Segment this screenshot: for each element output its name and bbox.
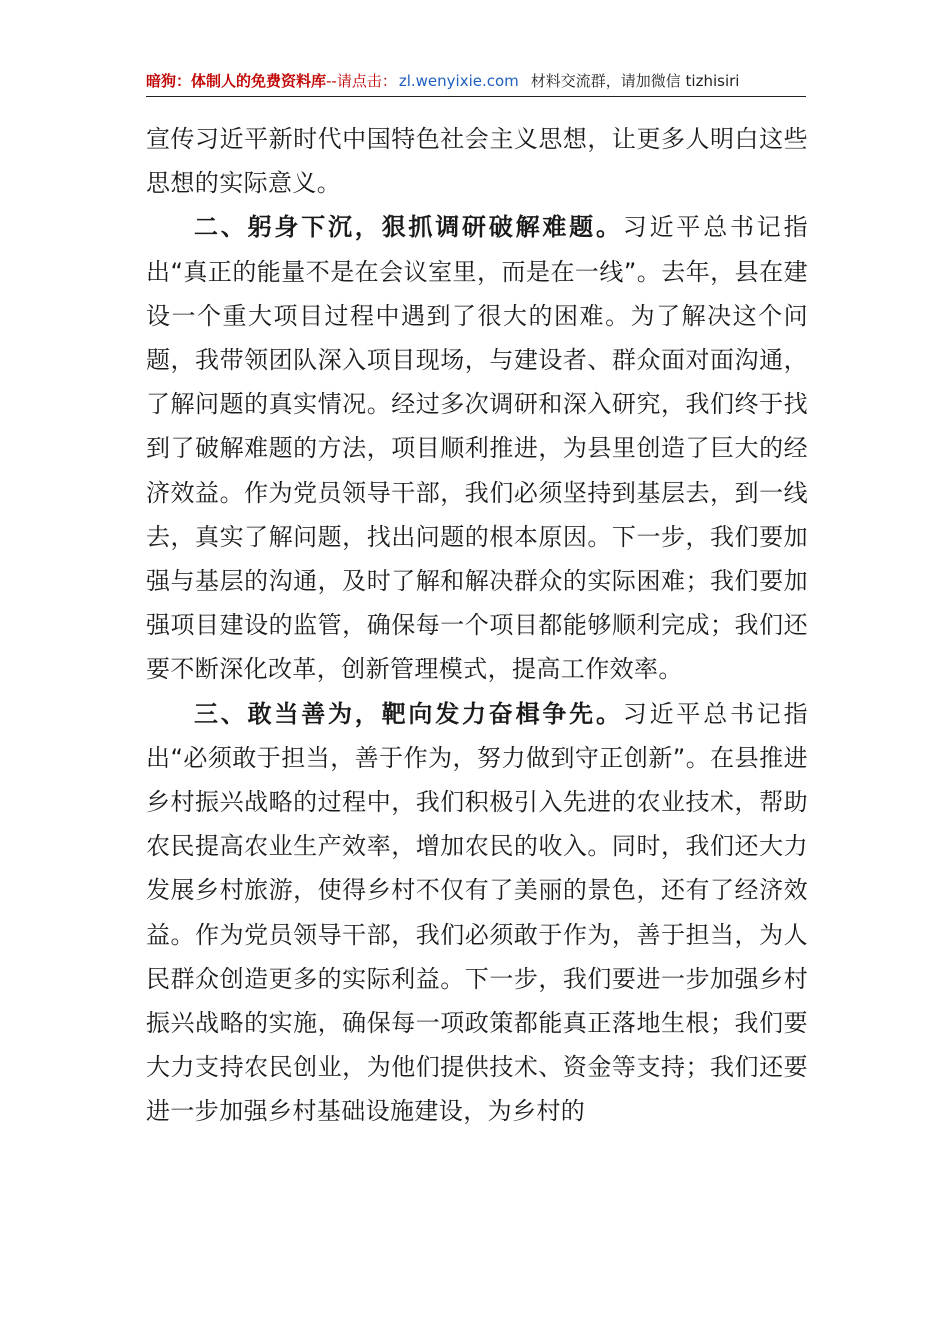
paragraph-continuation xyxy=(146,117,808,205)
paragraph-text: 习近平总书记指出“必须敢于担当，善于作为，努力做到守正创新”。在县推进乡村振兴战略的过程中，我们积极引入先进的农业技术，帮助农民提高农业生产效率，增加农民的收入。同时，我们还大力发展乡村旅游，使得乡村不仅有了美丽的景色，还有了经济效益。作为党员领导干部，我们必须敢于作为，善于担当，为人民群众创造更多的实际利益。下一步，我们要进一步加强乡村振兴战略的实施，确保每一项政策都能真正落地生根；我们要大力支持农民创业，为他们提供技术、资金等支持；我们还要进一步加强乡村基础设施建设，为乡村的 xyxy=(146,699,808,1126)
paragraph-section-3 xyxy=(146,692,808,1134)
paragraph-section-2 xyxy=(146,205,808,691)
document-body xyxy=(146,117,808,1134)
paragraph-text: 习近平总书记指出“真正的能量不是在会议室里，而是在一线”。去年，县在建设一个重大项目过程中遇到了很大的困难。为了解决这个问题，我带领团队深入项目现场，与建设者、群众面对面沟通，了解问题的真实情况。经过多次调研和深入研究，我们终于找到了破解难题的方法，项目顺利推进，为县里创造了巨大的经济效益。作为党员领导干部，我们必须坚持到基层去，到一线去，真实了解问题，找出问题的根本原因。下一步，我们要加强与基层的沟通，及时了解和解决群众的实际困难；我们要加强项目建设的监管，确保每一个项目都能够顺利完成；我们还要不断深化改革，创新管理模式，提高工作效率。 xyxy=(146,213,808,684)
header-brand: 暗狗：体制人的免费资料库 xyxy=(146,72,327,90)
header-click-prompt: --请点击： xyxy=(326,72,397,90)
header-url-link[interactable]: zl.wenyixie.com xyxy=(398,72,519,90)
paragraph-text: 宣传习近平新时代中国特色社会主义思想，让更多人明白这些思想的实际意义。 xyxy=(146,125,808,198)
header-wechat-note: 材料交流群，请加微信 tizhisiri xyxy=(530,72,740,90)
section-heading: 二、躬身下沉，狠抓调研破解难题。 xyxy=(194,213,623,242)
page-header xyxy=(146,66,806,97)
section-heading: 三、敢当善为，靶向发力奋楫争先。 xyxy=(194,699,623,728)
